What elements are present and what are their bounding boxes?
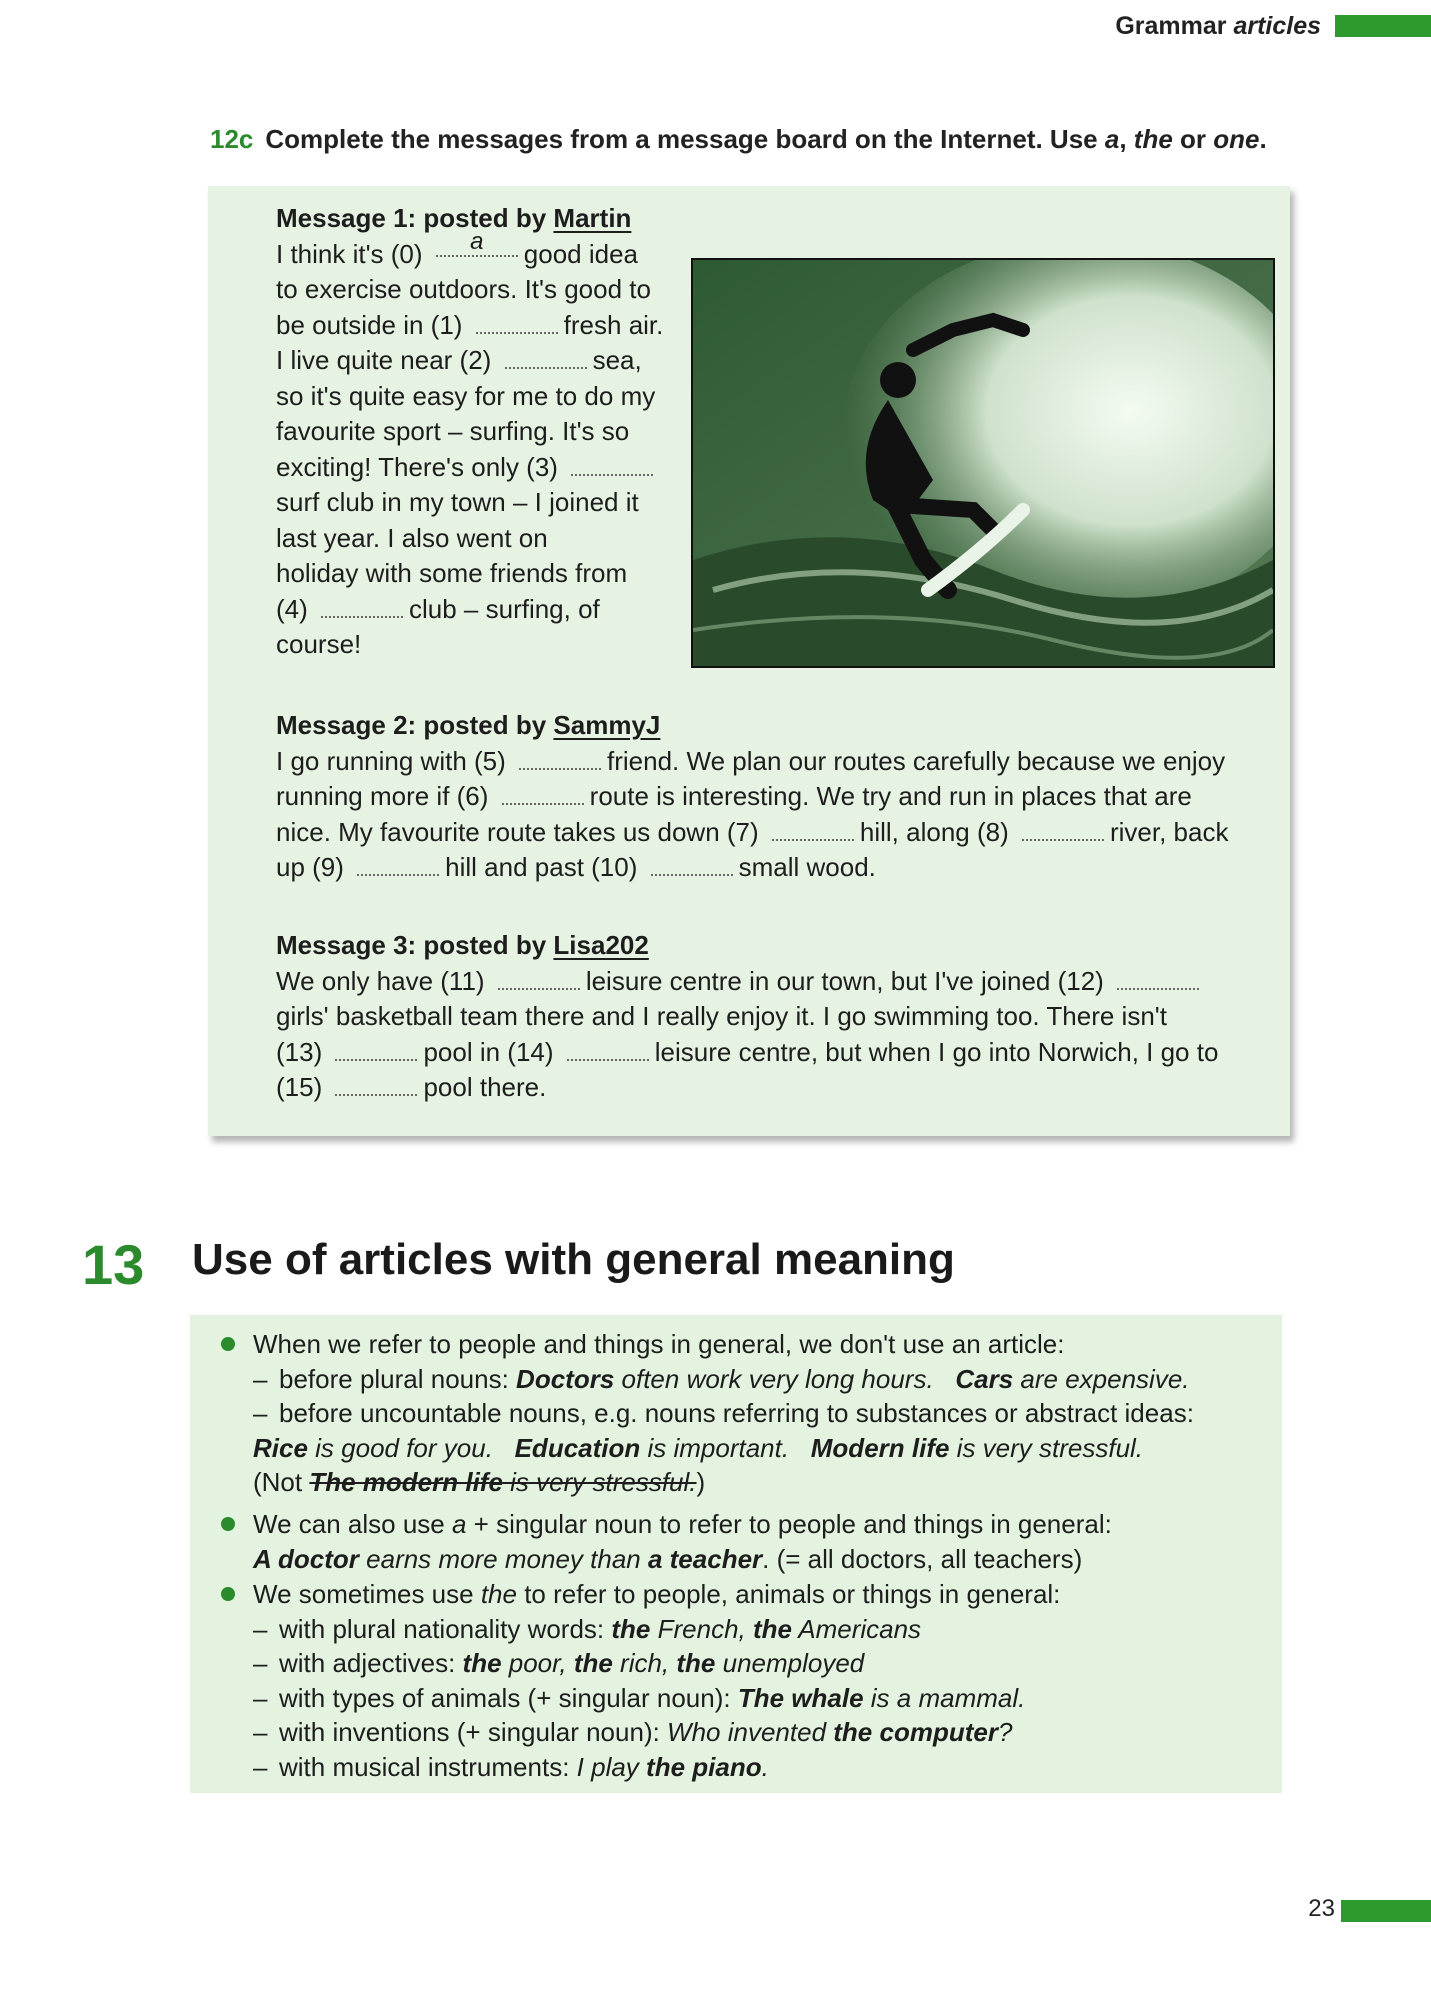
footer-green-bar bbox=[1341, 1900, 1431, 1922]
rule-3-sub-4: – with inventions (+ singular noun): Who invented the computer? bbox=[253, 1717, 1013, 1747]
rule-3 bbox=[205, 1577, 1275, 1784]
answer-gap-2[interactable] bbox=[505, 349, 587, 369]
message-3: Message 3: posted by Lisa202 We only have (11) leisure centre in our town, but I've joined (12) girls' basketball team there and I really enjoy it. I go swimming too. There isn't (13) pool in (14) leisure centre, but when I go into Norwich, I go to (15) pool there. bbox=[276, 928, 1276, 1106]
message-2-header: Message 2: posted by SammyJ bbox=[276, 710, 661, 740]
bullet-icon bbox=[221, 1587, 235, 1601]
answer-gap-15[interactable] bbox=[335, 1076, 417, 1096]
rule-1-sub-2: – before uncountable nouns, e.g. nouns referring to substances or abstract ideas: bbox=[253, 1398, 1194, 1428]
message-board-box bbox=[208, 186, 1290, 1136]
answer-gap-9[interactable] bbox=[357, 856, 439, 876]
surfer-photo bbox=[691, 258, 1275, 668]
message-1-header: Message 1: posted by Martin bbox=[276, 203, 632, 233]
rule-3-sub-1: – with plural nationality words: the French, the Americans bbox=[253, 1613, 922, 1644]
page-number: 23 bbox=[1308, 1895, 1335, 1922]
rule-2-example: A doctor earns more money than a teacher. (= all doctors, all teachers) bbox=[253, 1543, 1083, 1574]
answer-gap-3[interactable] bbox=[571, 456, 653, 476]
rule-1 bbox=[205, 1327, 1275, 1500]
grammar-rules-box bbox=[190, 1315, 1282, 1793]
rule-2 bbox=[205, 1507, 1275, 1576]
message-1: Message 1: posted by Martin I think it's (0) a good idea to exercise outdoors. It's good to be outside in (1) fresh air. I live quite near (2) sea, so it's quite easy for me to do my favourite sport – surfing. It's so exciting! There's only (3) surf club in my town – I joined it last year. I also went on holiday with some friends from (4) club – surfing, of course! bbox=[276, 201, 676, 663]
rule-1-intro: When we refer to people and things in general, we don't use an article: bbox=[253, 1329, 1065, 1359]
answer-gap-1[interactable] bbox=[476, 314, 558, 334]
answer-gap-0[interactable]: a bbox=[436, 237, 518, 257]
rule-2-intro: We can also use a + singular noun to refer to people and things in general: bbox=[253, 1509, 1112, 1539]
surfer-illustration bbox=[693, 260, 1273, 666]
exercise-title: 12c Complete the messages from a message board on the Internet. Use a, the or one. bbox=[210, 124, 1267, 154]
rule-3-sub-2: – with adjectives: the poor, the rich, the unemployed bbox=[253, 1648, 865, 1678]
answer-gap-12[interactable] bbox=[1117, 970, 1199, 990]
rule-3-sub-3: – with types of animals (+ singular noun): The whale is a mammal. bbox=[253, 1682, 1026, 1713]
rule-3-sub-5: – with musical instruments: I play the piano. bbox=[253, 1751, 769, 1782]
answer-gap-6[interactable] bbox=[502, 785, 584, 805]
answer-gap-10[interactable] bbox=[651, 856, 733, 876]
answer-gap-13[interactable] bbox=[335, 1041, 417, 1061]
header-label: Grammar articles bbox=[1115, 11, 1321, 40]
exercise-number: 12c bbox=[210, 124, 254, 154]
message-3-header: Message 3: posted by Lisa202 bbox=[276, 930, 649, 960]
bullet-icon bbox=[221, 1337, 235, 1351]
message-2: Message 2: posted by SammyJ I go running with (5) friend. We plan our routes carefully because we enjoy running more if (6) route is interesting. We try and run in places that are nice. My favourite route takes us down (7) hill, along (8) river, back up (9) hill and past (10) small wood. bbox=[276, 708, 1276, 886]
bullet-icon bbox=[221, 1517, 235, 1531]
rule-3-intro: We sometimes use the to refer to people, animals or things in general: bbox=[253, 1579, 1061, 1609]
answer-gap-11[interactable] bbox=[498, 970, 580, 990]
rule-1-sub-1: – before plural nouns: Doctors often work very long hours. Cars are expensive. bbox=[253, 1363, 1190, 1394]
answer-gap-14[interactable] bbox=[567, 1041, 649, 1061]
section-title: Use of articles with general meaning bbox=[192, 1235, 955, 1284]
header-green-bar bbox=[1335, 15, 1431, 37]
answer-gap-7[interactable] bbox=[772, 821, 854, 841]
answer-gap-5[interactable] bbox=[519, 750, 601, 770]
rule-1-not-example: (Not The modern life is very stressful.) bbox=[253, 1467, 706, 1497]
running-header bbox=[1115, 8, 1431, 44]
answer-gap-4[interactable] bbox=[321, 598, 403, 618]
section-number: 13 bbox=[82, 1233, 145, 1296]
rule-1-sub-2-examples: Rice is good for you. Education is important. Modern life is very stressful. bbox=[253, 1432, 1144, 1463]
answer-gap-8[interactable] bbox=[1022, 821, 1104, 841]
